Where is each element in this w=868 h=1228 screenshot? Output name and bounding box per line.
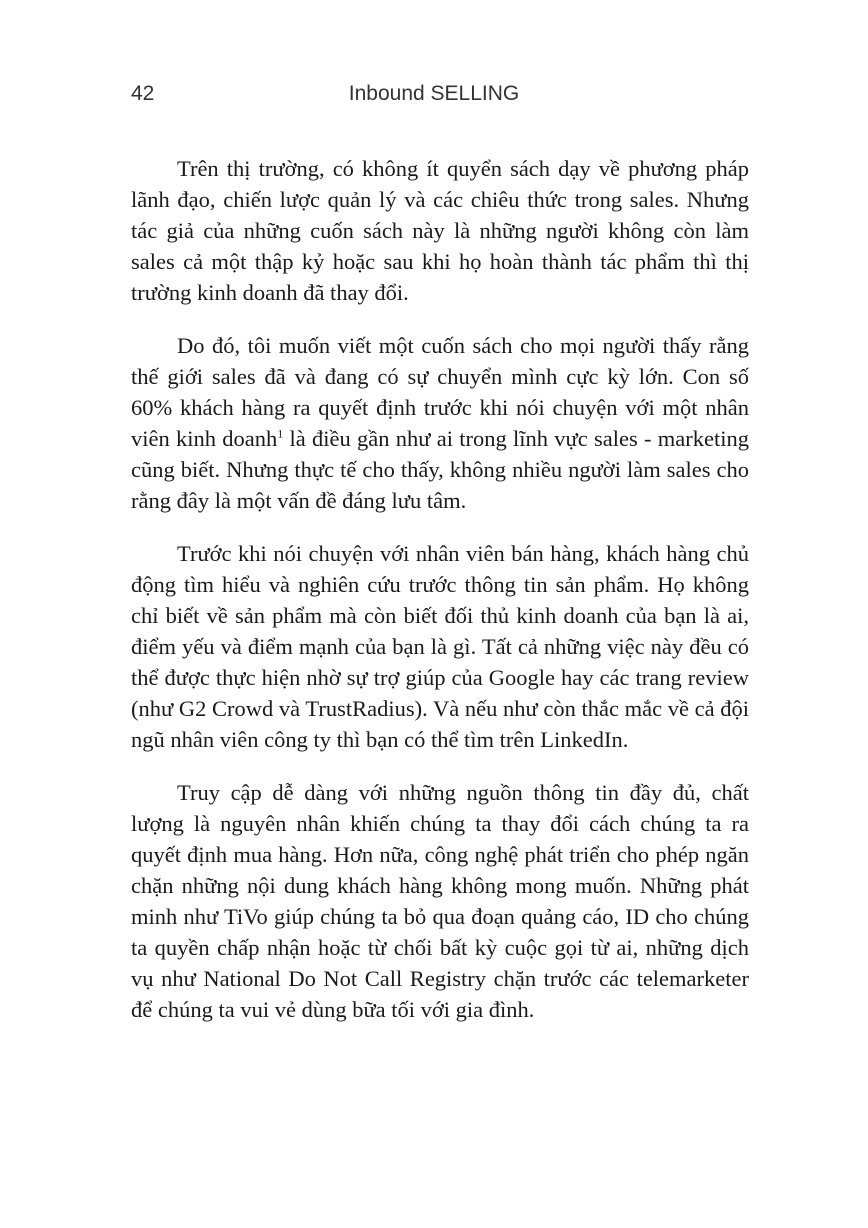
paragraph-1: Trên thị trường, có không ít quyển sách dạy về phương pháp lãnh đạo, chiến lược quản lý và các chiêu thức trong sales. Nhưng tác giả của những cuốn sách này là những người không còn làm sales cả một thập kỷ hoặc sau khi họ hoàn thành tác phẩm thì thị trường kinh doanh đã thay đổi.: [131, 156, 749, 305]
paragraph-3: Trước khi nói chuyện với nhân viên bán hàng, khách hàng chủ động tìm hiểu và nghiên cứu trước thông tin sản phẩm. Họ không chỉ biết về sản phẩm mà còn biết đối thủ kinh doanh của bạn là ai, điểm yếu và điểm mạnh của bạn là gì. Tất cả những việc này đều có thể được thực hiện nhờ sự trợ giúp của Google hay các trang review (như G2 Crowd và TrustRadius). Và nếu như còn thắc mắc về cả đội ngũ nhân viên công ty thì bạn có thể tìm trên LinkedIn.: [131, 541, 749, 752]
running-title: Inbound SELLING: [348, 82, 520, 105]
body-text: [131, 153, 749, 1047]
paragraph-2-text-before-footnote: Do đó, tôi muốn viết một cuốn sách cho mọi người thấy rằng thế giới sales đã và đang có sự chuyển mình cực kỳ lớn. Con số 60% khách hàng ra quyết định trước khi nói chuyện với một nhân viên kinh doanh: [131, 333, 749, 451]
paragraph-2-text-after-footnote: là điều gần như ai trong lĩnh vực sales - marketing cũng biết. Nhưng thực tế cho thấy, không nhiều người làm sales cho rằng đây là một vấn đề đáng lưu tâm.: [131, 426, 749, 513]
footnote-marker: 1: [277, 426, 284, 441]
page-number: 42: [131, 82, 155, 105]
paragraph-2: [131, 330, 749, 516]
running-header: [131, 82, 737, 112]
paragraph-4: Truy cập dễ dàng với những nguồn thông tin đầy đủ, chất lượng là nguyên nhân khiến chúng ta thay đổi cách chúng ta ra quyết định mua hàng. Hơn nữa, công nghệ phát triển cho phép ngăn chặn những nội dung khách hàng không mong muốn. Những phát minh như TiVo giúp chúng ta bỏ qua đoạn quảng cáo, ID cho chúng ta quyền chấp nhận hoặc từ chối bất kỳ cuộc gọi từ ai, những dịch vụ như National Do Not Call Registry chặn trước các telemarketer để chúng ta vui vẻ dùng bữa tối với gia đình.: [131, 780, 749, 1022]
